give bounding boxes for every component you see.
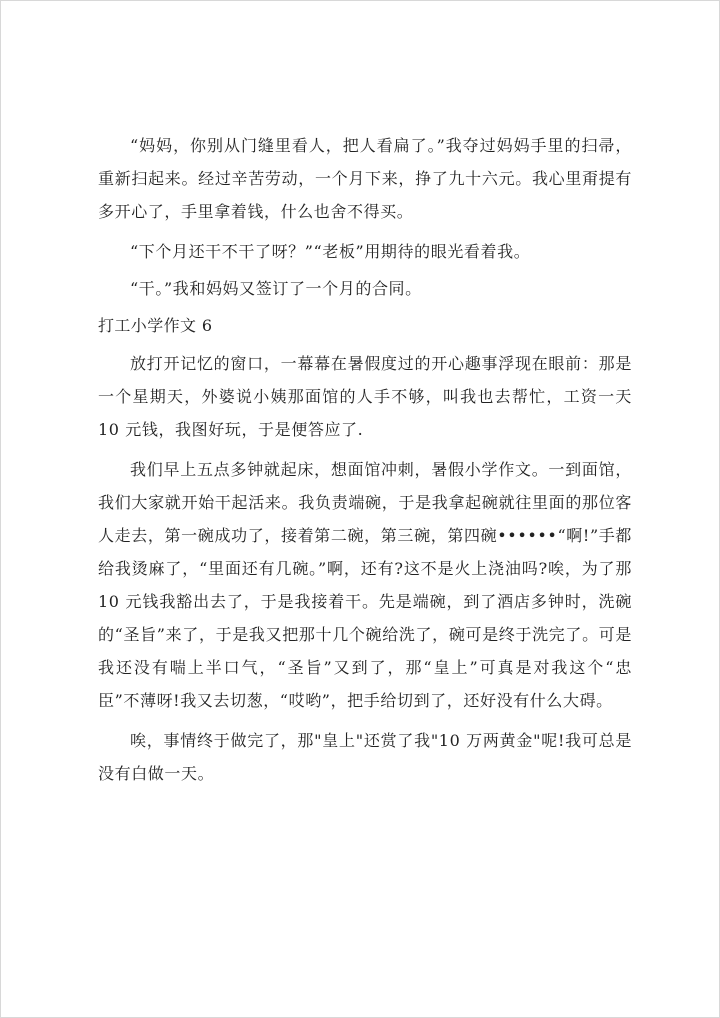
paragraph-noodle-shop-work: 我们早上五点多钟就起床，想面馆冲刺，暑假小学作文。一到面馆，我们大家就开始干起活来。我负责端碗，于是我拿起碗就往里面的那位客人走去，第一碗成功了，接着第二碗，第三碗，第四碗••••••“啊!”手都给我烫麻了，“里面还有几碗。”啊，还有?这不是火上浇油吗?唉，为了那 10 元钱我豁出去了，于是我接着干。先是端碗，到了酒店多钟时，洗碗的“圣旨”来了，于是我又把那十几个碗给洗了，碗可是终于洗完了。可是我还没有喘上半口气，“圣旨”又到了，那“皇上”可真是对我这个“忠臣”不薄呀!我又去切葱，“哎哟”，把手给切到了，还好没有什么大碍。 [98, 460, 632, 710]
paragraph-memory-intro: 放打开记忆的窗口，一幕幕在暑假度过的开心趣事浮现在眼前：那是一个星期天，外婆说小姨那面馆的人手不够，叫我也去帮忙，工资一天 10 元钱，我图好玩，于是便答应了. [98, 354, 632, 439]
paragraph-contract-signed: “干。”我和妈妈又签订了一个月的合同。 [130, 279, 422, 298]
paragraph-argument-with-mom: “妈妈，你别从门缝里看人，把人看扁了。”我夺过妈妈手里的扫帚，重新扫起来。经过辛苦劳动，一个月下来，挣了九十六元。我心里甭提有多开心了，手里拿着钱，什么也舍不得买。 [98, 136, 632, 221]
section-heading: 打工小学作文 6 [98, 316, 213, 335]
paragraph-boss-question: “下个月还干不干了呀？”“老板”用期待的眼光看着我。 [130, 242, 531, 261]
document-body [98, 129, 632, 797]
paragraph-conclusion: 唉，事情终于做完了，那"皇上"还赏了我"10 万两黄金"呢!我可总是没有白做一天。 [98, 731, 632, 783]
